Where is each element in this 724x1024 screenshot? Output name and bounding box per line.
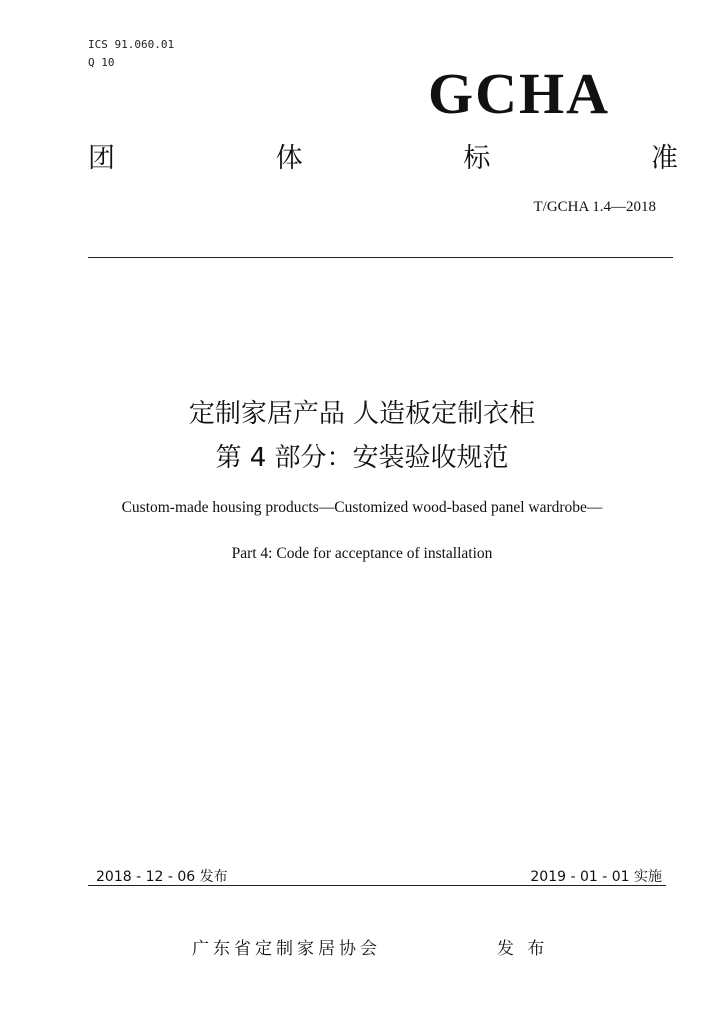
issue-date: 2018 - 12 - 06 发布 xyxy=(96,869,228,885)
category-char: 准 xyxy=(650,143,678,174)
category-char: 体 xyxy=(275,143,303,174)
issuer-name: 广东省定制家居协会 xyxy=(192,939,381,959)
title-en-line1: Custom-made housing products—Customized wood-based panel wardrobe— xyxy=(121,499,603,516)
top-divider xyxy=(88,257,673,258)
gcha-logo: GCHA xyxy=(428,61,610,126)
bottom-divider xyxy=(88,885,666,886)
title-cn-line2: 第 4 部分：安装验收规范 xyxy=(215,443,509,473)
ics-code: ICS 91.060.01 xyxy=(88,38,175,51)
category-char: 团 xyxy=(88,143,115,174)
category-char: 标 xyxy=(463,143,491,174)
ccs-code: Q 10 xyxy=(88,56,115,69)
standard-category xyxy=(88,136,678,175)
issue-word: 发 布 xyxy=(497,939,549,959)
standard-code: T/GCHA 1.4—2018 xyxy=(533,199,656,215)
title-en-line2: Part 4: Code for acceptance of installation xyxy=(231,545,493,562)
implement-date: 2019 - 01 - 01 实施 xyxy=(530,869,662,885)
title-cn-line1: 定制家居产品 人造板定制衣柜 xyxy=(188,399,536,429)
